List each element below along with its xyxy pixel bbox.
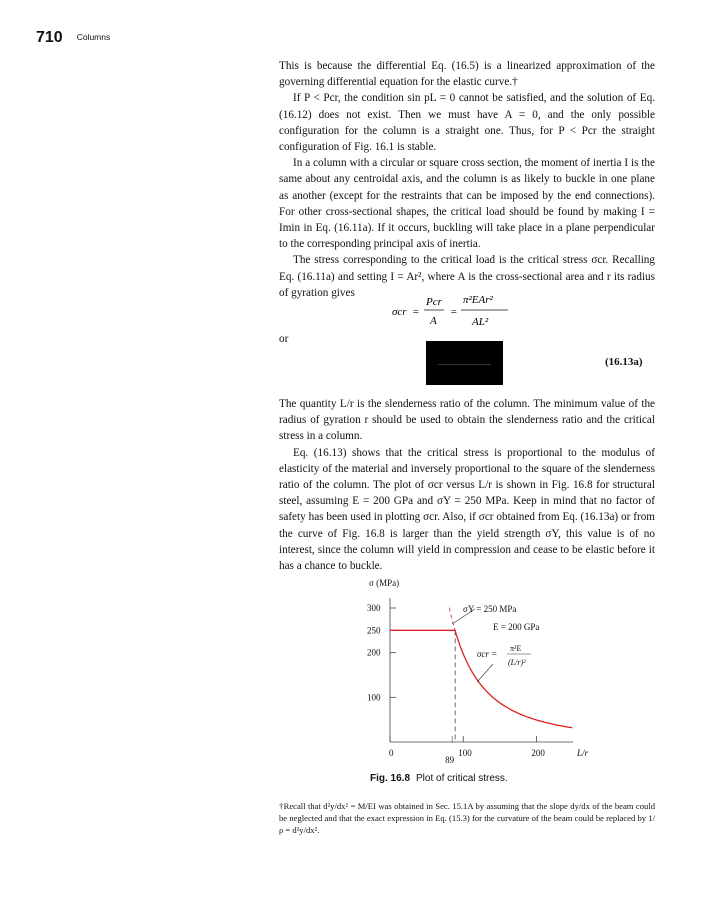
paragraph-4: The stress corresponding to the critical load is the critical stress σcr. Recalling Eq. (16.11a) and setting I = Ar², where A is the cross-sectional area and r its radius of gyration gives xyxy=(279,254,655,299)
x-tick-label: 100 xyxy=(458,748,472,758)
figure-caption xyxy=(370,773,508,784)
or-text: or xyxy=(279,333,289,345)
eq-lhs: σcr xyxy=(392,306,407,318)
redacted-fraction-line xyxy=(438,364,491,365)
euler-formula-num: π²E xyxy=(510,644,522,653)
page-header xyxy=(36,29,110,47)
paragraph-1: This is because the differential Eq. (16.5) is a linearized approximation of the governing differential equation for the elastic curve.† xyxy=(279,60,655,89)
equation-label: (16.13a) xyxy=(605,356,643,368)
euler-curve-dashed xyxy=(449,608,455,631)
y-tick-label: 300 xyxy=(367,603,381,613)
y-axis-label: σ (MPa) xyxy=(369,578,400,588)
y-tick-label: 250 xyxy=(367,625,381,636)
eq-mid-num: Pcr xyxy=(426,296,442,308)
critical-stress-curve xyxy=(390,630,572,727)
chapter-title: Columns xyxy=(76,32,111,42)
euler-formula-den: (L/r)² xyxy=(508,658,526,667)
footnote: †Recall that d²y/dx² = M/EI was obtained in Sec. 15.1A by assuming that the slope dy/dx of the beam could be neglected and that the exact expression in Eq. (15.3) for the curvature of the beam could be replaced by 1/ρ = d²y/dx². xyxy=(279,801,655,835)
critical-stress-chart xyxy=(355,570,595,770)
eq-equals-1: = xyxy=(412,306,420,318)
y-tick-label: 100 xyxy=(367,692,381,703)
eq-mid-den: A xyxy=(430,315,437,327)
euler-leader-line xyxy=(477,664,493,682)
x-axis-label: L/r xyxy=(577,748,589,758)
redacted-equation-box xyxy=(426,341,503,385)
paragraph-3: In a column with a circular or square cross section, the moment of inertia I is the same about any centroidal axis, and the column is as likely to buckle in one plane as another (except for the restraints that can be imposed by the end connections). For other cross-sectional shapes, the critical load should be found by making I = Imin in Eq. (16.11a). If it occurs, buckling will take place in a plane perpendicular to the corresponding principal axis of inertia. xyxy=(279,157,655,251)
paragraph-2: If P < Pcr, the condition sin pL = 0 cannot be satisfied, and the solution of Eq. (16.12) does not exist. Then we must have A = 0, and the only possible configuration for the column is a straight one. Thus, for P < Pcr the straight configuration of Fig. 16.1 is stable. xyxy=(279,92,655,154)
eq-rhs-num: π²EAr² xyxy=(463,294,493,306)
figure-label: Fig. 16.8 xyxy=(370,773,411,784)
body-text-1 xyxy=(279,58,655,301)
critical-stress-equation xyxy=(360,287,580,333)
modulus-annotation: E = 200 GPa xyxy=(493,622,540,632)
euler-formula-lhs: σcr = xyxy=(477,649,498,659)
x-tick-label-89: 89 xyxy=(445,755,455,765)
paragraph-6: Eq. (16.13) shows that the critical stress is proportional to the modulus of elasticity of the material and inversely proportional to the square of the slenderness ratio of the column. The plot of σcr versus L/r is shown in Fig. 16.8 for structural steel, assuming E = 200 GPa and σY = 250 MPa. Keep in mind that no factor of safety has been used in plotting σcr. Also, if σcr obtained from Eq. (16.13a) or from the curve of Fig. 16.8 is larger than the yield strength σY, this value is of no interest, since the column will yield in compression and cease to be elastic before it has a chance to buckle. xyxy=(279,446,655,573)
body-text-2 xyxy=(279,396,655,574)
figure-caption-text: Plot of critical stress. xyxy=(416,773,508,784)
page-number: 710 xyxy=(36,29,63,46)
x-tick-label: 200 xyxy=(531,748,545,758)
y-tick-label: 200 xyxy=(367,647,381,658)
eq-equals-2: = xyxy=(450,306,458,318)
yield-annotation: σY = 250 MPa xyxy=(463,604,517,614)
eq-rhs-den: AL² xyxy=(472,316,489,328)
x-tick-label: 0 xyxy=(389,748,394,758)
paragraph-5: The quantity L/r is the slenderness ratio of the column. The minimum value of the radius of gyration r should be used to obtain the slenderness ratio and the critical stress in a column. xyxy=(279,398,655,443)
